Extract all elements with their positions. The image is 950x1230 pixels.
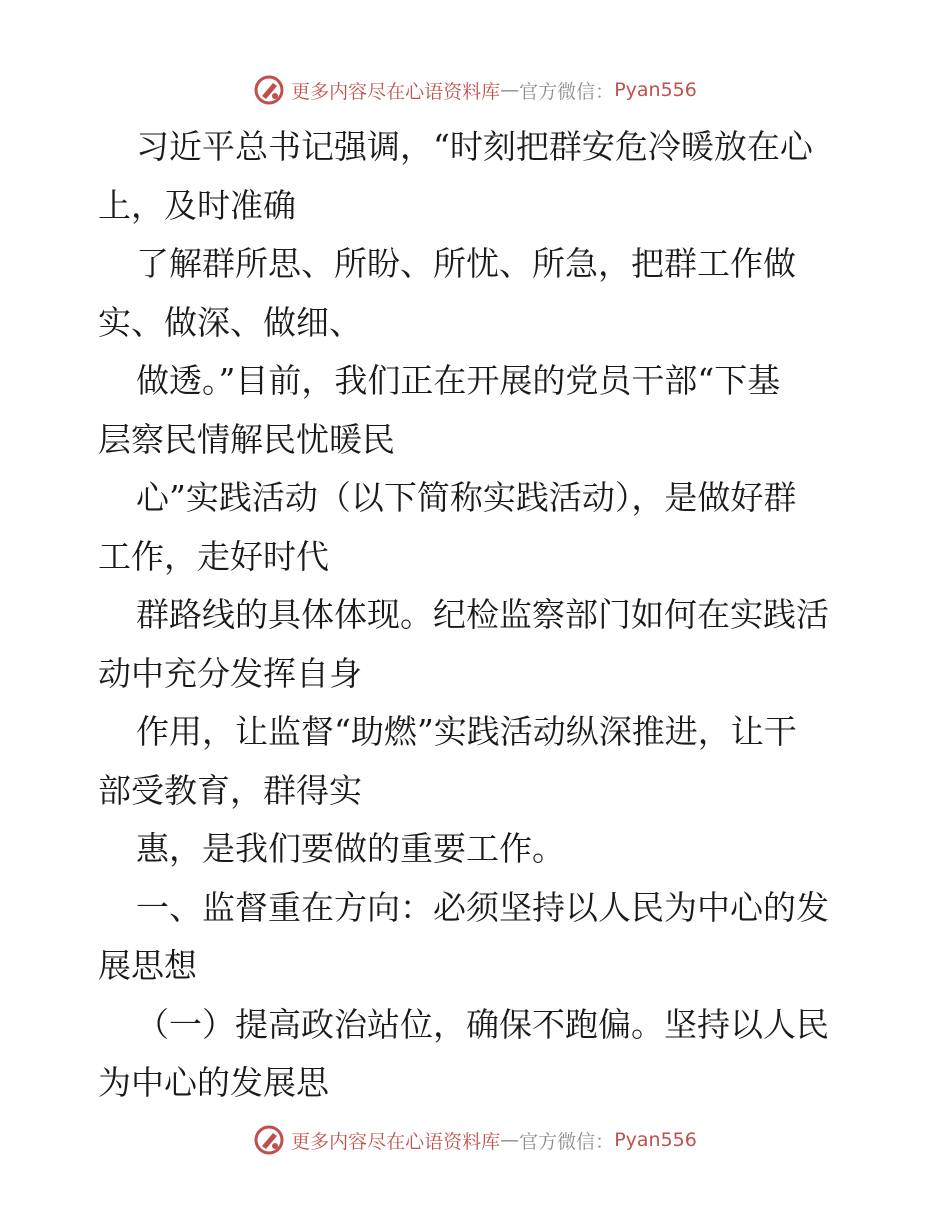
red-pen-seal-icon [253,1124,285,1156]
section-heading: 一、监督重在方向：必须坚持以人民为中心的发 [136,887,829,927]
watermark-dash: — [500,1129,520,1151]
paragraph-line: 作用，让监督“助燃”实践活动纵深推进，让干 [136,712,797,751]
watermark-site: 更多内容尽在心语资料库 [291,1130,501,1153]
paragraph-line: 实、做深、做细、 [98,302,362,342]
header-watermark [0,70,950,110]
paragraph-line: 心”实践活动（以下简称实践活动），是做好群 [136,478,797,517]
paragraph-line: 工作，走好时代 [98,536,329,576]
paragraph-line: 层察民情解民忧暖民 [98,419,395,459]
paragraph-line: 上，及时准确 [98,185,296,225]
paragraph-line: 为中心的发展思 [98,1063,329,1102]
watermark-id: Pyan556 [614,79,697,101]
watermark-label: 官方微信： [519,1130,615,1153]
watermark-site: 更多内容尽在心语资料库 [291,80,501,103]
subsection-heading: （一）提高政治站位，确保不跑偏。坚持以人民 [136,1004,829,1044]
document-body [98,118,858,1113]
paragraph-line: 习近平总书记强调，“时刻把群安危冷暖放在心 [136,127,813,166]
paragraph-line: 动中充分发挥自身 [98,653,362,693]
paragraph-line: 做透。”目前，我们正在开展的党员干部“下基 [136,361,781,400]
paragraph-line: 了解群所思、所盼、所忧、所急，把群工作做 [136,244,796,283]
watermark-label: 官方微信： [519,80,615,103]
section-heading-cont: 展思想 [98,946,197,985]
paragraph-line: 惠，是我们要做的重要工作。 [136,829,565,868]
paragraph-line: 部受教育，群得实 [98,770,362,810]
red-pen-seal-icon [253,74,285,106]
paragraph-line: 群路线的具体体现。纪检监察部门如何在实践活 [136,595,829,634]
watermark-dash: — [500,79,520,101]
watermark-id: Pyan556 [614,1129,697,1151]
footer-watermark [0,1120,950,1160]
